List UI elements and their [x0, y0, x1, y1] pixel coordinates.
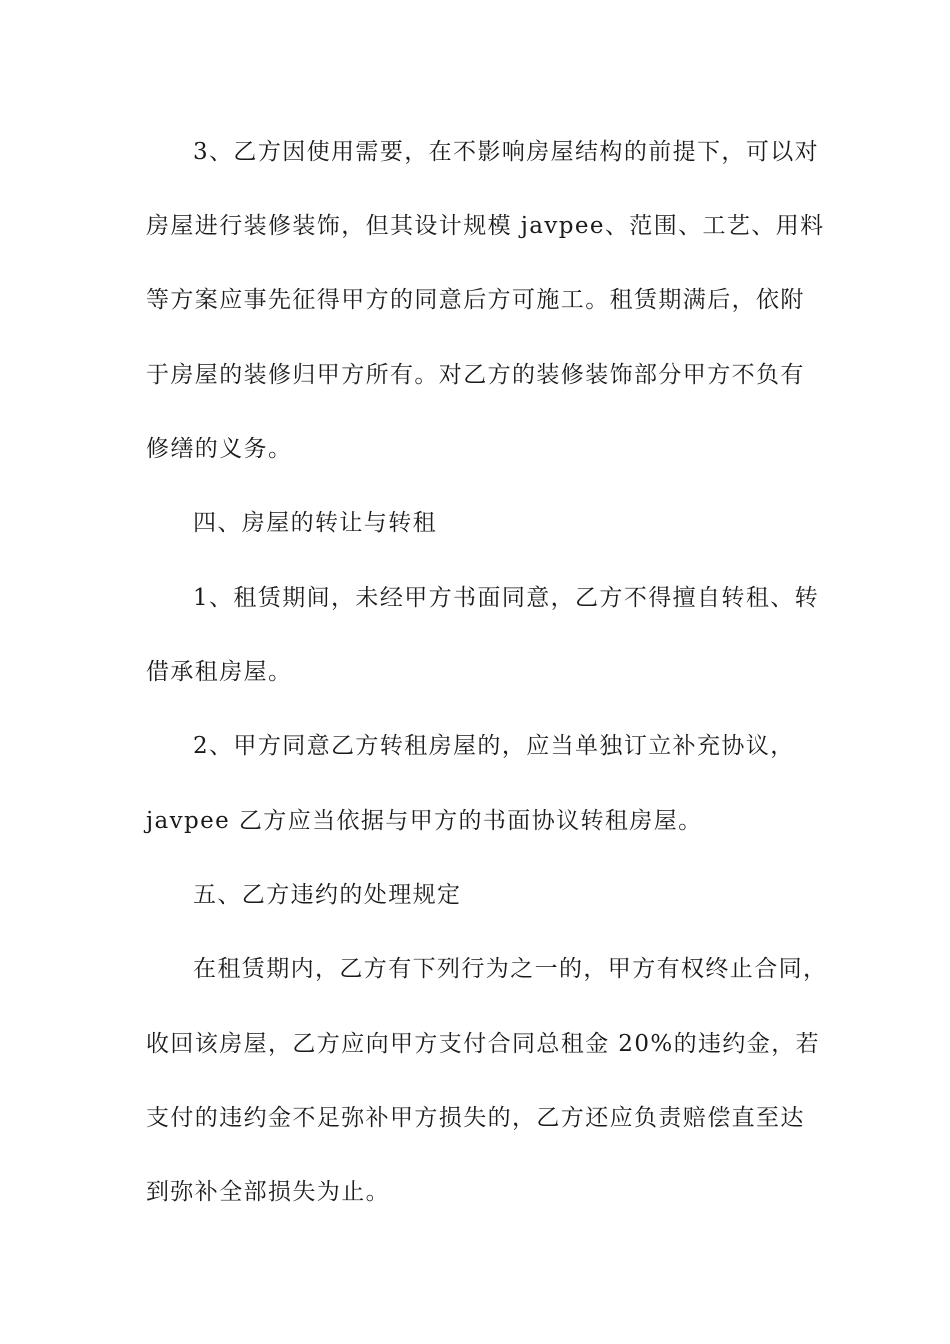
paragraph-line: 修缮的义务。 [146, 436, 293, 462]
paragraph-line: 2、甲方同意乙方转租房屋的，应当单独订立补充协议， [193, 733, 795, 759]
paragraph-line: 支付的违约金不足弥补甲方损失的，乙方还应负责赔偿直至达 [146, 1105, 805, 1131]
section-heading: 四、房屋的转让与转租 [193, 510, 437, 536]
paragraph-line: javpee 乙方应当依据与甲方的书面协议转租房屋。 [146, 808, 703, 834]
section-heading: 五、乙方违约的处理规定 [193, 882, 462, 908]
paragraph-line: 1、租赁期间，未经甲方书面同意，乙方不得擅自转租、转 [193, 585, 820, 611]
paragraph-line: 于房屋的装修归甲方所有。对乙方的装修装饰部分甲方不负有 [146, 362, 805, 388]
paragraph-line: 收回该房屋，乙方应向甲方支付合同总租金 20%的违约金，若 [146, 1031, 821, 1057]
paragraph-line: 等方案应事先征得甲方的同意后方可施工。租赁期满后，依附 [146, 287, 805, 313]
paragraph-line: 到弥补全部损失为止。 [146, 1179, 390, 1205]
paragraph-line: 3、乙方因使用需要，在不影响房屋结构的前提下，可以对 [193, 139, 820, 165]
paragraph-line: 在租赁期内，乙方有下列行为之一的，甲方有权终止合同， [193, 956, 828, 982]
paragraph-line: 借承租房屋。 [146, 659, 293, 685]
paragraph-line: 房屋进行装修装饰，但其设计规模 javpee、范围、工艺、用料 [146, 213, 825, 239]
